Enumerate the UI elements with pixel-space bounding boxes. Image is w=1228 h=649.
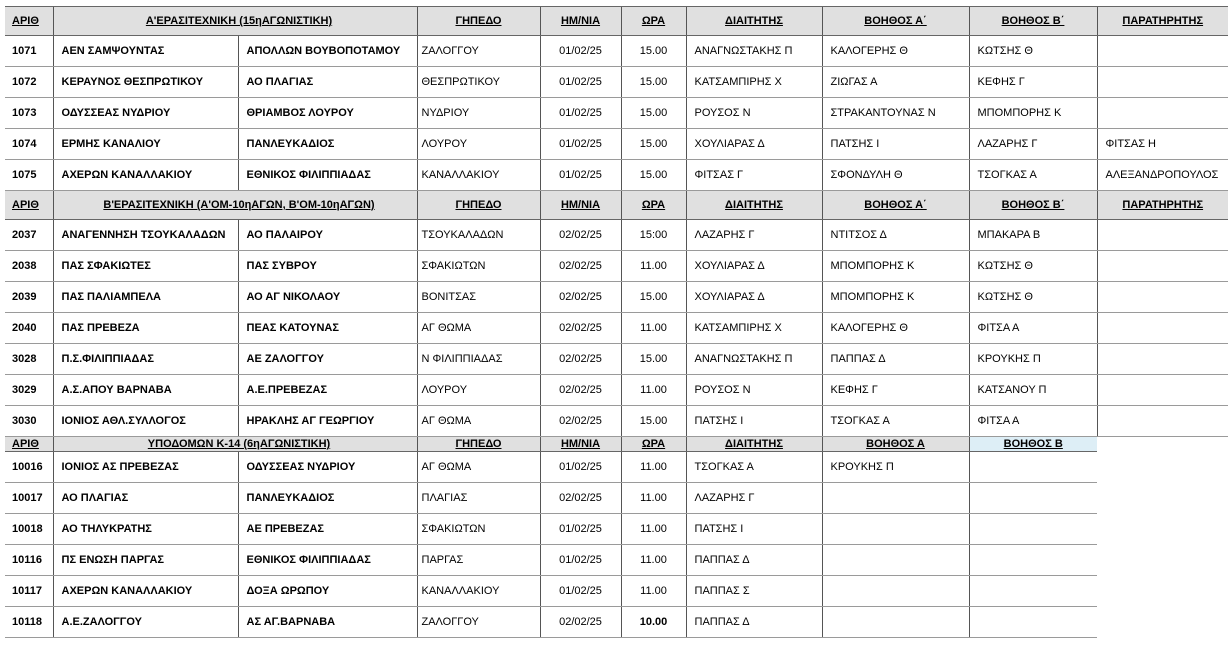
table-row <box>5 607 1228 638</box>
assistant-b <box>969 452 1097 483</box>
match-time: 11.00 <box>621 313 686 344</box>
assistant-a: ΜΠΟΜΠΟΡΗΣ Κ <box>822 251 969 282</box>
referee: ΦΙΤΣΑΣ Γ <box>686 160 822 191</box>
match-date: 02/02/25 <box>540 251 621 282</box>
observer <box>1097 375 1228 406</box>
away-team: Α.Ε.ΠΡΕΒΕΖΑΣ <box>238 375 417 406</box>
away-team: ΗΡΑΚΛΗΣ ΑΓ ΓΕΩΡΓΙΟΥ <box>238 406 417 437</box>
header-date: ΗΜ/ΝΙΑ <box>540 191 621 220</box>
observer <box>1097 220 1228 251</box>
referee: ΚΑΤΣΑΜΠΙΡΗΣ Χ <box>686 313 822 344</box>
referee: ΠΑΤΣΗΣ Ι <box>686 514 822 545</box>
header-date: ΗΜ/ΝΙΑ <box>540 437 621 452</box>
away-team: ΑΟ ΠΑΛΑΙΡΟΥ <box>238 220 417 251</box>
match-time: 15.00 <box>621 129 686 160</box>
assistant-a: ΣΤΡΑΚΑΝΤΟΥΝΑΣ Ν <box>822 98 969 129</box>
referee: ΧΟΥΛΙΑΡΑΣ Δ <box>686 129 822 160</box>
table-row <box>5 375 1228 406</box>
table-row <box>5 344 1228 375</box>
header-time: ΩΡΑ <box>621 7 686 36</box>
table-row <box>5 483 1228 514</box>
away-team: ΠΕΑΣ ΚΑΤΟΥΝΑΣ <box>238 313 417 344</box>
match-date: 01/02/25 <box>540 129 621 160</box>
away-team: ΠΑΣ ΣΥΒΡΟΥ <box>238 251 417 282</box>
header-venue: ΓΗΠΕΔΟ <box>417 191 540 220</box>
referee: ΚΑΤΣΑΜΠΙΡΗΣ Χ <box>686 67 822 98</box>
assistant-a <box>822 607 969 638</box>
assistant-b <box>969 576 1097 607</box>
match-number: 2038 <box>5 251 53 282</box>
table-row <box>5 282 1228 313</box>
match-time: 15.00 <box>621 160 686 191</box>
observer <box>1097 607 1228 638</box>
match-date: 01/02/25 <box>540 576 621 607</box>
away-team: ΘΡΙΑΜΒΟΣ ΛΟΥΡΟΥ <box>238 98 417 129</box>
assistant-b: ΤΣΟΓΚΑΣ Α <box>969 160 1097 191</box>
match-time: 11.00 <box>621 514 686 545</box>
observer <box>1097 251 1228 282</box>
match-date: 01/02/25 <box>540 545 621 576</box>
home-team: ΚΕΡΑΥΝΟΣ ΘΕΣΠΡΩΤΙΚΟΥ <box>53 67 238 98</box>
header-assistant-b: ΒΟΗΘΟΣ Β΄ <box>969 7 1097 36</box>
match-time: 11.00 <box>621 545 686 576</box>
venue: ΠΑΡΓΑΣ <box>417 545 540 576</box>
observer <box>1097 67 1228 98</box>
header-notes <box>1097 437 1228 452</box>
home-team: ΑΕΝ ΣΑΜΨΟΥΝΤΑΣ <box>53 36 238 67</box>
observer <box>1097 98 1228 129</box>
home-team: ΠΑΣ ΠΑΛΙΑΜΠΕΛΑ <box>53 282 238 313</box>
table-row <box>5 36 1228 67</box>
match-time: 15.00 <box>621 98 686 129</box>
match-number: 10116 <box>5 545 53 576</box>
table-row <box>5 67 1228 98</box>
header-venue: ΓΗΠΕΔΟ <box>417 437 540 452</box>
fixtures-table <box>5 6 1228 638</box>
home-team: ΕΡΜΗΣ ΚΑΝΑΛΙΟΥ <box>53 129 238 160</box>
header-time: ΩΡΑ <box>621 437 686 452</box>
away-team: ΕΘΝΙΚΟΣ ΦΙΛΙΠΠΙΑΔΑΣ <box>238 160 417 191</box>
home-team: ΑΝΑΓΕΝΝΗΣΗ ΤΣΟΥΚΑΛΑΔΩΝ <box>53 220 238 251</box>
assistant-b: ΚΕΦΗΣ Γ <box>969 67 1097 98</box>
venue: ΤΣΟΥΚΑΛΑΔΩΝ <box>417 220 540 251</box>
section-title: Β'ΕΡΑΣΙΤΕΧΝΙΚΗ (Α'ΟΜ-10ηΑΓΩΝ, Β'ΟΜ-10ηΑΓΩΝ) <box>53 191 417 220</box>
venue: ΖΑΛΟΓΓΟΥ <box>417 607 540 638</box>
assistant-a: ΤΣΟΓΚΑΣ Α <box>822 406 969 437</box>
assistant-b <box>969 483 1097 514</box>
observer <box>1097 344 1228 375</box>
match-number: 2039 <box>5 282 53 313</box>
match-time: 15.00 <box>621 406 686 437</box>
assistant-b: ΛΑΖΑΡΗΣ Γ <box>969 129 1097 160</box>
table-row <box>5 220 1228 251</box>
table-row <box>5 452 1228 483</box>
assistant-a: ΖΙΩΓΑΣ Α <box>822 67 969 98</box>
assistant-a: ΚΕΦΗΣ Γ <box>822 375 969 406</box>
header-number: ΑΡΙΘ <box>5 7 53 36</box>
table-row <box>5 160 1228 191</box>
home-team: ΙΟΝΙΟΣ ΑΣ ΠΡΕΒΕΖΑΣ <box>53 452 238 483</box>
match-date: 02/02/25 <box>540 282 621 313</box>
assistant-b: ΜΠΟΜΠΟΡΗΣ Κ <box>969 98 1097 129</box>
match-date: 02/02/25 <box>540 344 621 375</box>
match-time: 11.00 <box>621 576 686 607</box>
table-row <box>5 251 1228 282</box>
referee: ΑΝΑΓΝΩΣΤΑΚΗΣ Π <box>686 344 822 375</box>
away-team: ΑΠΟΛΛΩΝ ΒΟΥΒΟΠΟΤΑΜΟΥ <box>238 36 417 67</box>
match-time: 15.00 <box>621 36 686 67</box>
table-row <box>5 406 1228 437</box>
assistant-b <box>969 607 1097 638</box>
away-team: ΔΟΞΑ ΩΡΩΠΟΥ <box>238 576 417 607</box>
match-number: 1074 <box>5 129 53 160</box>
observer <box>1097 483 1228 514</box>
venue: ΚΑΝΑΛΛΑΚΙΟΥ <box>417 576 540 607</box>
assistant-a: ΠΑΠΠΑΣ Δ <box>822 344 969 375</box>
assistant-b: ΚΩΤΣΗΣ Θ <box>969 282 1097 313</box>
referee: ΡΟΥΣΟΣ Ν <box>686 98 822 129</box>
section-title: ΥΠΟΔΟΜΩΝ Κ-14 (6ηΑΓΩΝΙΣΤΙΚΗ) <box>53 437 417 452</box>
venue: ΖΑΛΟΓΓΟΥ <box>417 36 540 67</box>
match-number: 10018 <box>5 514 53 545</box>
home-team: ΑΟ ΤΗΛΥΚΡΑΤΗΣ <box>53 514 238 545</box>
assistant-a: ΣΦΟΝΔΥΛΗ Θ <box>822 160 969 191</box>
assistant-a: ΚΑΛΟΓΕΡΗΣ Θ <box>822 36 969 67</box>
away-team: ΠΑΝΛΕΥΚΑΔΙΟΣ <box>238 129 417 160</box>
table-row <box>5 576 1228 607</box>
match-date: 01/02/25 <box>540 36 621 67</box>
assistant-b: ΚΩΤΣΗΣ Θ <box>969 251 1097 282</box>
observer: ΦΙΤΣΑΣ Η <box>1097 129 1228 160</box>
venue: Ν ΦΙΛΙΠΠΙΑΔΑΣ <box>417 344 540 375</box>
match-date: 02/02/25 <box>540 483 621 514</box>
away-team: ΑΕ ΠΡΕΒΕΖΑΣ <box>238 514 417 545</box>
away-team: ΕΘΝΙΚΟΣ ΦΙΛΙΠΠΙΑΔΑΣ <box>238 545 417 576</box>
match-date: 01/02/25 <box>540 98 621 129</box>
assistant-a <box>822 483 969 514</box>
match-date: 02/02/25 <box>540 607 621 638</box>
header-date: ΗΜ/ΝΙΑ <box>540 7 621 36</box>
assistant-b: ΦΙΤΣΑ Α <box>969 313 1097 344</box>
match-number: 1075 <box>5 160 53 191</box>
venue: ΑΓ ΘΩΜΑ <box>417 313 540 344</box>
header-number: ΑΡΙΘ <box>5 191 53 220</box>
venue: ΒΟΝΙΤΣΑΣ <box>417 282 540 313</box>
referee: ΑΝΑΓΝΩΣΤΑΚΗΣ Π <box>686 36 822 67</box>
referee: ΛΑΖΑΡΗΣ Γ <box>686 483 822 514</box>
home-team: ΟΔΥΣΣΕΑΣ ΝΥΔΡΙΟΥ <box>53 98 238 129</box>
match-number: 3029 <box>5 375 53 406</box>
away-team: ΑΕ ΖΑΛΟΓΓΟΥ <box>238 344 417 375</box>
header-assistant-b: ΒΟΗΘΟΣ Β <box>969 437 1097 452</box>
match-number: 10017 <box>5 483 53 514</box>
match-time: 15.00 <box>621 344 686 375</box>
assistant-a <box>822 576 969 607</box>
venue: ΘΕΣΠΡΩΤΙΚΟΥ <box>417 67 540 98</box>
observer <box>1097 36 1228 67</box>
table-row <box>5 514 1228 545</box>
fixtures-body <box>5 7 1228 638</box>
home-team: ΑΟ ΠΛΑΓΙΑΣ <box>53 483 238 514</box>
assistant-b: ΦΙΤΣΑ Α <box>969 406 1097 437</box>
home-team: ΑΧΕΡΩΝ ΚΑΝΑΛΛΑΚΙΟΥ <box>53 576 238 607</box>
assistant-b <box>969 514 1097 545</box>
referee: ΠΑΠΠΑΣ Δ <box>686 607 822 638</box>
header-time: ΩΡΑ <box>621 191 686 220</box>
home-team: Α.Ε.ΖΑΛΟΓΓΟΥ <box>53 607 238 638</box>
match-date: 02/02/25 <box>540 313 621 344</box>
home-team: ΠΑΣ ΠΡΕΒΕΖΑ <box>53 313 238 344</box>
assistant-a <box>822 545 969 576</box>
match-date: 01/02/25 <box>540 67 621 98</box>
header-assistant-a: ΒΟΗΘΟΣ Α΄ <box>822 7 969 36</box>
referee: ΠΑΠΠΑΣ Σ <box>686 576 822 607</box>
observer <box>1097 452 1228 483</box>
header-number: ΑΡΙΘ <box>5 437 53 452</box>
match-time: 11.00 <box>621 251 686 282</box>
header-notes: ΠΑΡΑΤΗΡΗΤΗΣ <box>1097 191 1228 220</box>
header-referee: ΔΙΑΙΤΗΤΗΣ <box>686 7 822 36</box>
away-team: ΑΟ ΑΓ ΝΙΚΟΛΑΟΥ <box>238 282 417 313</box>
match-time: 15.00 <box>621 282 686 313</box>
referee: ΠΑΠΠΑΣ Δ <box>686 545 822 576</box>
assistant-a: ΚΡΟΥΚΗΣ Π <box>822 452 969 483</box>
match-time: 11.00 <box>621 452 686 483</box>
assistant-b <box>969 545 1097 576</box>
referee: ΧΟΥΛΙΑΡΑΣ Δ <box>686 251 822 282</box>
venue: ΠΛΑΓΙΑΣ <box>417 483 540 514</box>
observer <box>1097 514 1228 545</box>
section-header-row <box>5 191 1228 220</box>
observer <box>1097 406 1228 437</box>
venue: ΚΑΝΑΛΛΑΚΙΟΥ <box>417 160 540 191</box>
away-team: ΠΑΝΛΕΥΚΑΔΙΟΣ <box>238 483 417 514</box>
referee: ΧΟΥΛΙΑΡΑΣ Δ <box>686 282 822 313</box>
header-venue: ΓΗΠΕΔΟ <box>417 7 540 36</box>
header-assistant-a: ΒΟΗΘΟΣ Α΄ <box>822 191 969 220</box>
home-team: Α.Σ.ΑΠΟΥ ΒΑΡΝΑΒΑ <box>53 375 238 406</box>
venue: ΑΓ ΘΩΜΑ <box>417 452 540 483</box>
match-time: 15.00 <box>621 67 686 98</box>
observer <box>1097 576 1228 607</box>
match-number: 3028 <box>5 344 53 375</box>
referee: ΤΣΟΓΚΑΣ Α <box>686 452 822 483</box>
match-date: 02/02/25 <box>540 375 621 406</box>
match-date: 02/02/25 <box>540 220 621 251</box>
assistant-b: ΚΡΟΥΚΗΣ Π <box>969 344 1097 375</box>
venue: ΛΟΥΡΟΥ <box>417 129 540 160</box>
assistant-a <box>822 514 969 545</box>
assistant-a: ΠΑΤΣΗΣ Ι <box>822 129 969 160</box>
away-team: ΟΔΥΣΣΕΑΣ ΝΥΔΡΙΟΥ <box>238 452 417 483</box>
assistant-b: ΚΩΤΣΗΣ Θ <box>969 36 1097 67</box>
observer <box>1097 545 1228 576</box>
home-team: ΑΧΕΡΩΝ ΚΑΝΑΛΛΑΚΙΟΥ <box>53 160 238 191</box>
home-team: ΠΣ ΕΝΩΣΗ ΠΑΡΓΑΣ <box>53 545 238 576</box>
match-number: 1071 <box>5 36 53 67</box>
match-date: 02/02/25 <box>540 406 621 437</box>
table-row <box>5 129 1228 160</box>
match-time: 11.00 <box>621 483 686 514</box>
away-team: ΑΟ ΠΛΑΓΙΑΣ <box>238 67 417 98</box>
venue: ΛΟΥΡΟΥ <box>417 375 540 406</box>
assistant-a: ΚΑΛΟΓΕΡΗΣ Θ <box>822 313 969 344</box>
home-team: ΙΟΝΙΟΣ ΑΘΛ.ΣΥΛΛΟΓΟΣ <box>53 406 238 437</box>
away-team: ΑΣ ΑΓ.ΒΑΡΝΑΒΑ <box>238 607 417 638</box>
assistant-b: ΚΑΤΣΑΝΟΥ Π <box>969 375 1097 406</box>
venue: ΑΓ ΘΩΜΑ <box>417 406 540 437</box>
header-assistant-b: ΒΟΗΘΟΣ Β΄ <box>969 191 1097 220</box>
match-time: 15:00 <box>621 220 686 251</box>
header-assistant-a: ΒΟΗΘΟΣ Α <box>822 437 969 452</box>
section-header-row <box>5 437 1228 452</box>
assistant-a: ΝΤΙΤΣΟΣ Δ <box>822 220 969 251</box>
observer <box>1097 313 1228 344</box>
observer <box>1097 282 1228 313</box>
match-number: 2037 <box>5 220 53 251</box>
venue: ΣΦΑΚΙΩΤΩΝ <box>417 251 540 282</box>
match-time: 10.00 <box>621 607 686 638</box>
table-row <box>5 545 1228 576</box>
match-number: 1073 <box>5 98 53 129</box>
referee: ΡΟΥΣΟΣ Ν <box>686 375 822 406</box>
assistant-a: ΜΠΟΜΠΟΡΗΣ Κ <box>822 282 969 313</box>
match-date: 01/02/25 <box>540 452 621 483</box>
header-referee: ΔΙΑΙΤΗΤΗΣ <box>686 191 822 220</box>
assistant-b: ΜΠΑΚΑΡΑ Β <box>969 220 1097 251</box>
venue: ΣΦΑΚΙΩΤΩΝ <box>417 514 540 545</box>
section-title: Α'ΕΡΑΣΙΤΕΧΝΙΚΗ (15ηΑΓΩΝΙΣΤΙΚΗ) <box>53 7 417 36</box>
match-number: 1072 <box>5 67 53 98</box>
referee: ΠΑΤΣΗΣ Ι <box>686 406 822 437</box>
section-header-row <box>5 7 1228 36</box>
match-time: 11.00 <box>621 375 686 406</box>
header-notes: ΠΑΡΑΤΗΡΗΤΗΣ <box>1097 7 1228 36</box>
header-referee: ΔΙΑΙΤΗΤΗΣ <box>686 437 822 452</box>
match-number: 2040 <box>5 313 53 344</box>
home-team: Π.Σ.ΦΙΛΙΠΠΙΑΔΑΣ <box>53 344 238 375</box>
match-date: 01/02/25 <box>540 160 621 191</box>
match-number: 10118 <box>5 607 53 638</box>
match-number: 10016 <box>5 452 53 483</box>
match-number: 10117 <box>5 576 53 607</box>
venue: ΝΥΔΡΙΟΥ <box>417 98 540 129</box>
referee: ΛΑΖΑΡΗΣ Γ <box>686 220 822 251</box>
match-date: 01/02/25 <box>540 514 621 545</box>
observer: ΑΛΕΞΑΝΔΡΟΠΟΥΛΟΣ <box>1097 160 1228 191</box>
table-row <box>5 313 1228 344</box>
table-row <box>5 98 1228 129</box>
match-number: 3030 <box>5 406 53 437</box>
home-team: ΠΑΣ ΣΦΑΚΙΩΤΕΣ <box>53 251 238 282</box>
